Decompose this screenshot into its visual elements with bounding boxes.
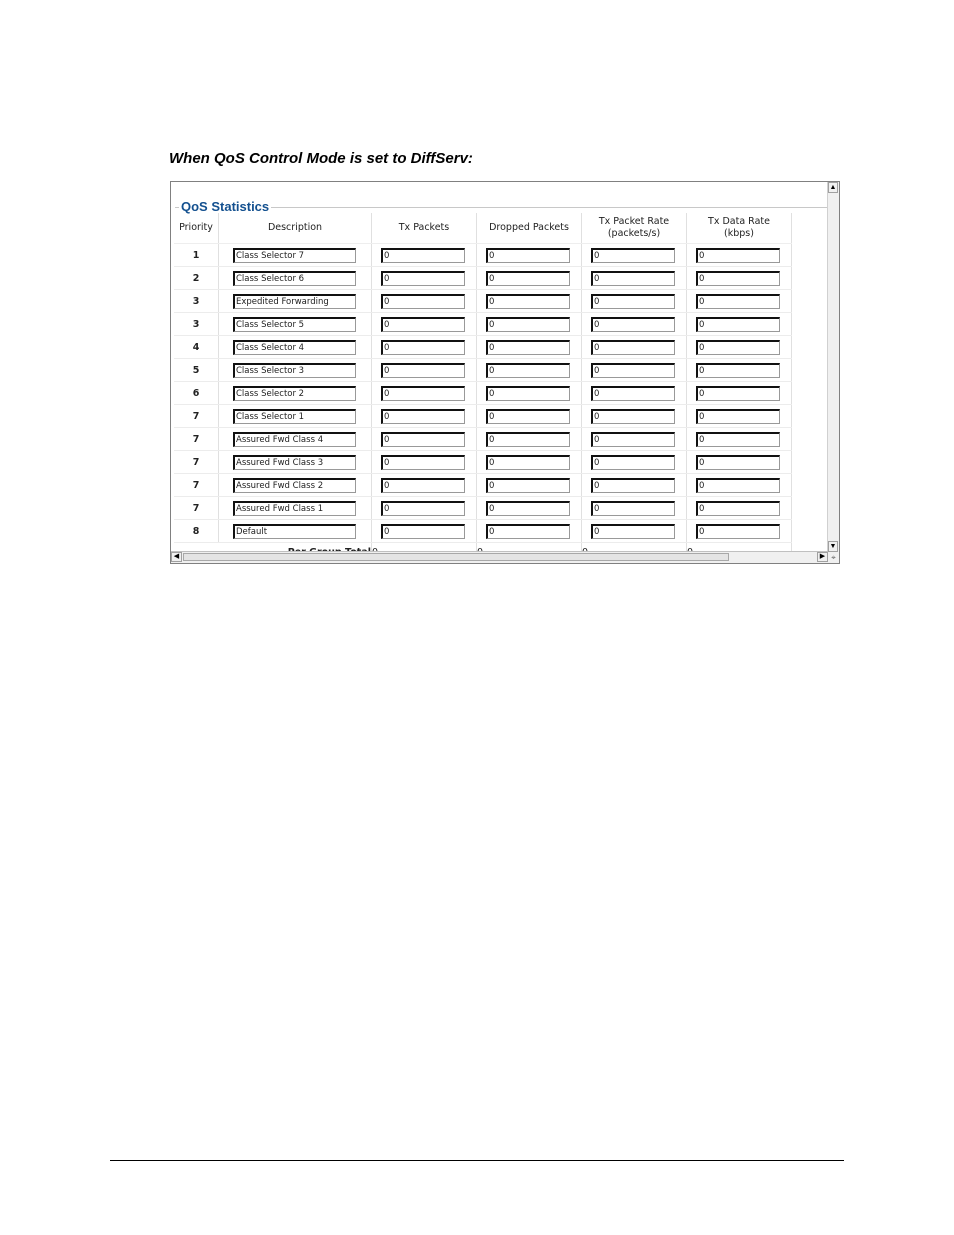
tx-packet-rate-field[interactable] <box>591 524 675 539</box>
description-field[interactable] <box>233 524 356 539</box>
description-cell <box>219 474 372 497</box>
tx-packets-cell <box>372 451 477 474</box>
dropped-packets-cell <box>477 359 582 382</box>
tx-packets-field[interactable] <box>381 271 465 286</box>
priority-cell: 7 <box>174 405 219 428</box>
column-header-tx-data-rate-unit: (kbps) <box>724 228 754 239</box>
table-row <box>174 520 792 543</box>
column-header-description: Description <box>219 213 372 244</box>
dropped-packets-cell <box>477 497 582 520</box>
tx-packet-rate-field[interactable] <box>591 317 675 332</box>
horizontal-scroll-thumb[interactable] <box>183 553 729 561</box>
description-cell <box>219 497 372 520</box>
tx-data-rate-field[interactable] <box>696 501 780 516</box>
description-cell <box>219 451 372 474</box>
table-header-row <box>174 213 792 244</box>
tx-packet-rate-field[interactable] <box>591 432 675 447</box>
qos-statistics-table <box>174 213 792 562</box>
tx-packet-rate-field[interactable] <box>591 363 675 378</box>
fieldset-border <box>175 207 829 208</box>
tx-packets-cell <box>372 474 477 497</box>
tx-data-rate-cell <box>687 359 792 382</box>
scroll-down-arrow-icon[interactable]: ▼ <box>829 543 837 550</box>
tx-data-rate-cell <box>687 497 792 520</box>
priority-cell: 1 <box>174 244 219 267</box>
tx-packet-rate-field[interactable] <box>591 501 675 516</box>
tx-packets-cell <box>372 520 477 543</box>
tx-packet-rate-cell <box>582 497 687 520</box>
description-cell <box>219 428 372 451</box>
horizontal-scrollbar[interactable] <box>171 551 828 563</box>
tx-packets-field[interactable] <box>381 501 465 516</box>
tx-packets-field[interactable] <box>381 386 465 401</box>
description-field[interactable] <box>233 340 356 355</box>
tx-packet-rate-field[interactable] <box>591 340 675 355</box>
tx-data-rate-cell <box>687 244 792 267</box>
dropped-packets-field[interactable] <box>486 524 570 539</box>
tx-packets-cell <box>372 428 477 451</box>
description-field[interactable] <box>233 386 356 401</box>
dropped-packets-cell <box>477 382 582 405</box>
description-field[interactable] <box>233 317 356 332</box>
description-cell <box>219 290 372 313</box>
tx-packet-rate-cell <box>582 336 687 359</box>
description-field[interactable] <box>233 271 356 286</box>
priority-cell: 5 <box>174 359 219 382</box>
figure-caption: When QoS Control Mode is set to DiffServ: <box>169 150 473 167</box>
resize-grip-icon: ⌖ <box>828 552 839 563</box>
description-cell <box>219 244 372 267</box>
priority-cell: 7 <box>174 497 219 520</box>
tx-packets-cell <box>372 267 477 290</box>
column-header-tx-packet-rate-label: Tx Packet Rate <box>598 216 670 227</box>
tx-packets-cell <box>372 382 477 405</box>
column-header-dropped-packets: Dropped Packets <box>477 213 582 244</box>
tx-packet-rate-field[interactable] <box>591 271 675 286</box>
column-header-tx-data-rate-label: Tx Data Rate <box>708 216 770 227</box>
tx-data-rate-field[interactable] <box>696 432 780 447</box>
table-row <box>174 244 792 267</box>
priority-cell: 6 <box>174 382 219 405</box>
dropped-packets-field[interactable] <box>486 409 570 424</box>
description-field[interactable] <box>233 455 356 470</box>
priority-cell: 7 <box>174 474 219 497</box>
tx-data-rate-cell <box>687 382 792 405</box>
fieldset-legend: QoS Statistics <box>181 199 270 214</box>
tx-data-rate-field[interactable] <box>696 340 780 355</box>
tx-data-rate-cell <box>687 428 792 451</box>
tx-data-rate-cell <box>687 313 792 336</box>
table-row <box>174 405 792 428</box>
table-row <box>174 336 792 359</box>
dropped-packets-cell <box>477 405 582 428</box>
tx-packets-field[interactable] <box>381 455 465 470</box>
table-row <box>174 382 792 405</box>
tx-packet-rate-cell <box>582 267 687 290</box>
tx-packet-rate-field[interactable] <box>591 248 675 263</box>
tx-packets-cell <box>372 313 477 336</box>
description-cell <box>219 267 372 290</box>
tx-packet-rate-field[interactable] <box>591 409 675 424</box>
tx-packet-rate-field[interactable] <box>591 455 675 470</box>
column-header-priority: Priority <box>174 213 219 244</box>
dropped-packets-cell <box>477 267 582 290</box>
tx-packets-field[interactable] <box>381 432 465 447</box>
tx-packet-rate-cell <box>582 382 687 405</box>
tx-packets-field[interactable] <box>381 294 465 309</box>
page-footer-rule <box>110 1160 844 1161</box>
dropped-packets-field[interactable] <box>486 478 570 493</box>
vertical-scrollbar[interactable] <box>827 182 839 552</box>
description-cell <box>219 382 372 405</box>
tx-packet-rate-cell <box>582 474 687 497</box>
tx-packets-field[interactable] <box>381 478 465 493</box>
description-cell <box>219 359 372 382</box>
description-field[interactable] <box>233 248 356 263</box>
tx-packet-rate-field[interactable] <box>591 386 675 401</box>
dropped-packets-field[interactable] <box>486 248 570 263</box>
table-row <box>174 267 792 290</box>
tx-data-rate-cell <box>687 290 792 313</box>
tx-packet-rate-cell <box>582 290 687 313</box>
tx-data-rate-field[interactable] <box>696 386 780 401</box>
dropped-packets-cell <box>477 451 582 474</box>
dropped-packets-field[interactable] <box>486 340 570 355</box>
priority-cell: 8 <box>174 520 219 543</box>
dropped-packets-cell <box>477 313 582 336</box>
dropped-packets-field[interactable] <box>486 317 570 332</box>
tx-packets-field[interactable] <box>381 340 465 355</box>
tx-data-rate-field[interactable] <box>696 409 780 424</box>
tx-packets-field[interactable] <box>381 363 465 378</box>
dropped-packets-cell <box>477 290 582 313</box>
tx-packet-rate-field[interactable] <box>591 478 675 493</box>
tx-packets-field[interactable] <box>381 248 465 263</box>
tx-data-rate-cell <box>687 405 792 428</box>
table-row <box>174 428 792 451</box>
description-field[interactable] <box>233 432 356 447</box>
tx-packet-rate-cell <box>582 244 687 267</box>
tx-data-rate-field[interactable] <box>696 478 780 493</box>
tx-packets-cell <box>372 405 477 428</box>
tx-packet-rate-cell <box>582 428 687 451</box>
dropped-packets-cell <box>477 428 582 451</box>
tx-data-rate-field[interactable] <box>696 363 780 378</box>
description-cell <box>219 520 372 543</box>
dropped-packets-cell <box>477 520 582 543</box>
description-field[interactable] <box>233 501 356 516</box>
description-field[interactable] <box>233 363 356 378</box>
dropped-packets-field[interactable] <box>486 386 570 401</box>
tx-data-rate-cell <box>687 520 792 543</box>
dropped-packets-field[interactable] <box>486 271 570 286</box>
table-row <box>174 474 792 497</box>
tx-packet-rate-field[interactable] <box>591 294 675 309</box>
tx-data-rate-field[interactable] <box>696 294 780 309</box>
tx-data-rate-field[interactable] <box>696 455 780 470</box>
tx-packets-field[interactable] <box>381 317 465 332</box>
tx-packet-rate-cell <box>582 313 687 336</box>
dropped-packets-field[interactable] <box>486 432 570 447</box>
tx-packets-field[interactable] <box>381 524 465 539</box>
dropped-packets-field[interactable] <box>486 363 570 378</box>
priority-cell: 7 <box>174 451 219 474</box>
tx-data-rate-cell <box>687 474 792 497</box>
tx-data-rate-cell <box>687 267 792 290</box>
priority-cell: 7 <box>174 428 219 451</box>
tx-packets-cell <box>372 244 477 267</box>
table-row <box>174 451 792 474</box>
tx-packets-field[interactable] <box>381 409 465 424</box>
tx-data-rate-cell <box>687 336 792 359</box>
scroll-left-arrow-icon[interactable]: ◀ <box>171 552 182 562</box>
column-header-tx-packet-rate-unit: (packets/s) <box>607 228 661 239</box>
table-row <box>174 497 792 520</box>
priority-cell: 3 <box>174 313 219 336</box>
qos-statistics-frame <box>170 181 840 564</box>
tx-packets-cell <box>372 359 477 382</box>
priority-cell: 3 <box>174 290 219 313</box>
dropped-packets-field[interactable] <box>486 501 570 516</box>
tx-packets-cell <box>372 497 477 520</box>
description-cell <box>219 336 372 359</box>
priority-cell: 2 <box>174 267 219 290</box>
tx-packet-rate-cell <box>582 451 687 474</box>
column-header-tx-packets: Tx Packets <box>372 213 477 244</box>
tx-data-rate-field[interactable] <box>696 271 780 286</box>
tx-packet-rate-cell <box>582 359 687 382</box>
scroll-up-arrow-icon[interactable]: ▲ <box>829 184 837 191</box>
tx-packet-rate-cell <box>582 520 687 543</box>
column-header-tx-packet-rate <box>582 213 687 244</box>
column-header-tx-data-rate <box>687 213 792 244</box>
dropped-packets-cell <box>477 336 582 359</box>
description-field[interactable] <box>233 478 356 493</box>
description-cell <box>219 313 372 336</box>
dropped-packets-field[interactable] <box>486 294 570 309</box>
tx-data-rate-field[interactable] <box>696 248 780 263</box>
tx-data-rate-field[interactable] <box>696 524 780 539</box>
scroll-right-arrow-icon[interactable]: ▶ <box>817 552 828 562</box>
tx-packets-cell <box>372 290 477 313</box>
dropped-packets-cell <box>477 474 582 497</box>
tx-data-rate-cell <box>687 451 792 474</box>
description-field[interactable] <box>233 294 356 309</box>
tx-packet-rate-cell <box>582 405 687 428</box>
tx-packets-cell <box>372 336 477 359</box>
table-row <box>174 313 792 336</box>
table-row <box>174 359 792 382</box>
description-field[interactable] <box>233 409 356 424</box>
table-row <box>174 290 792 313</box>
dropped-packets-cell <box>477 244 582 267</box>
description-cell <box>219 405 372 428</box>
tx-data-rate-field[interactable] <box>696 317 780 332</box>
priority-cell: 4 <box>174 336 219 359</box>
dropped-packets-field[interactable] <box>486 455 570 470</box>
